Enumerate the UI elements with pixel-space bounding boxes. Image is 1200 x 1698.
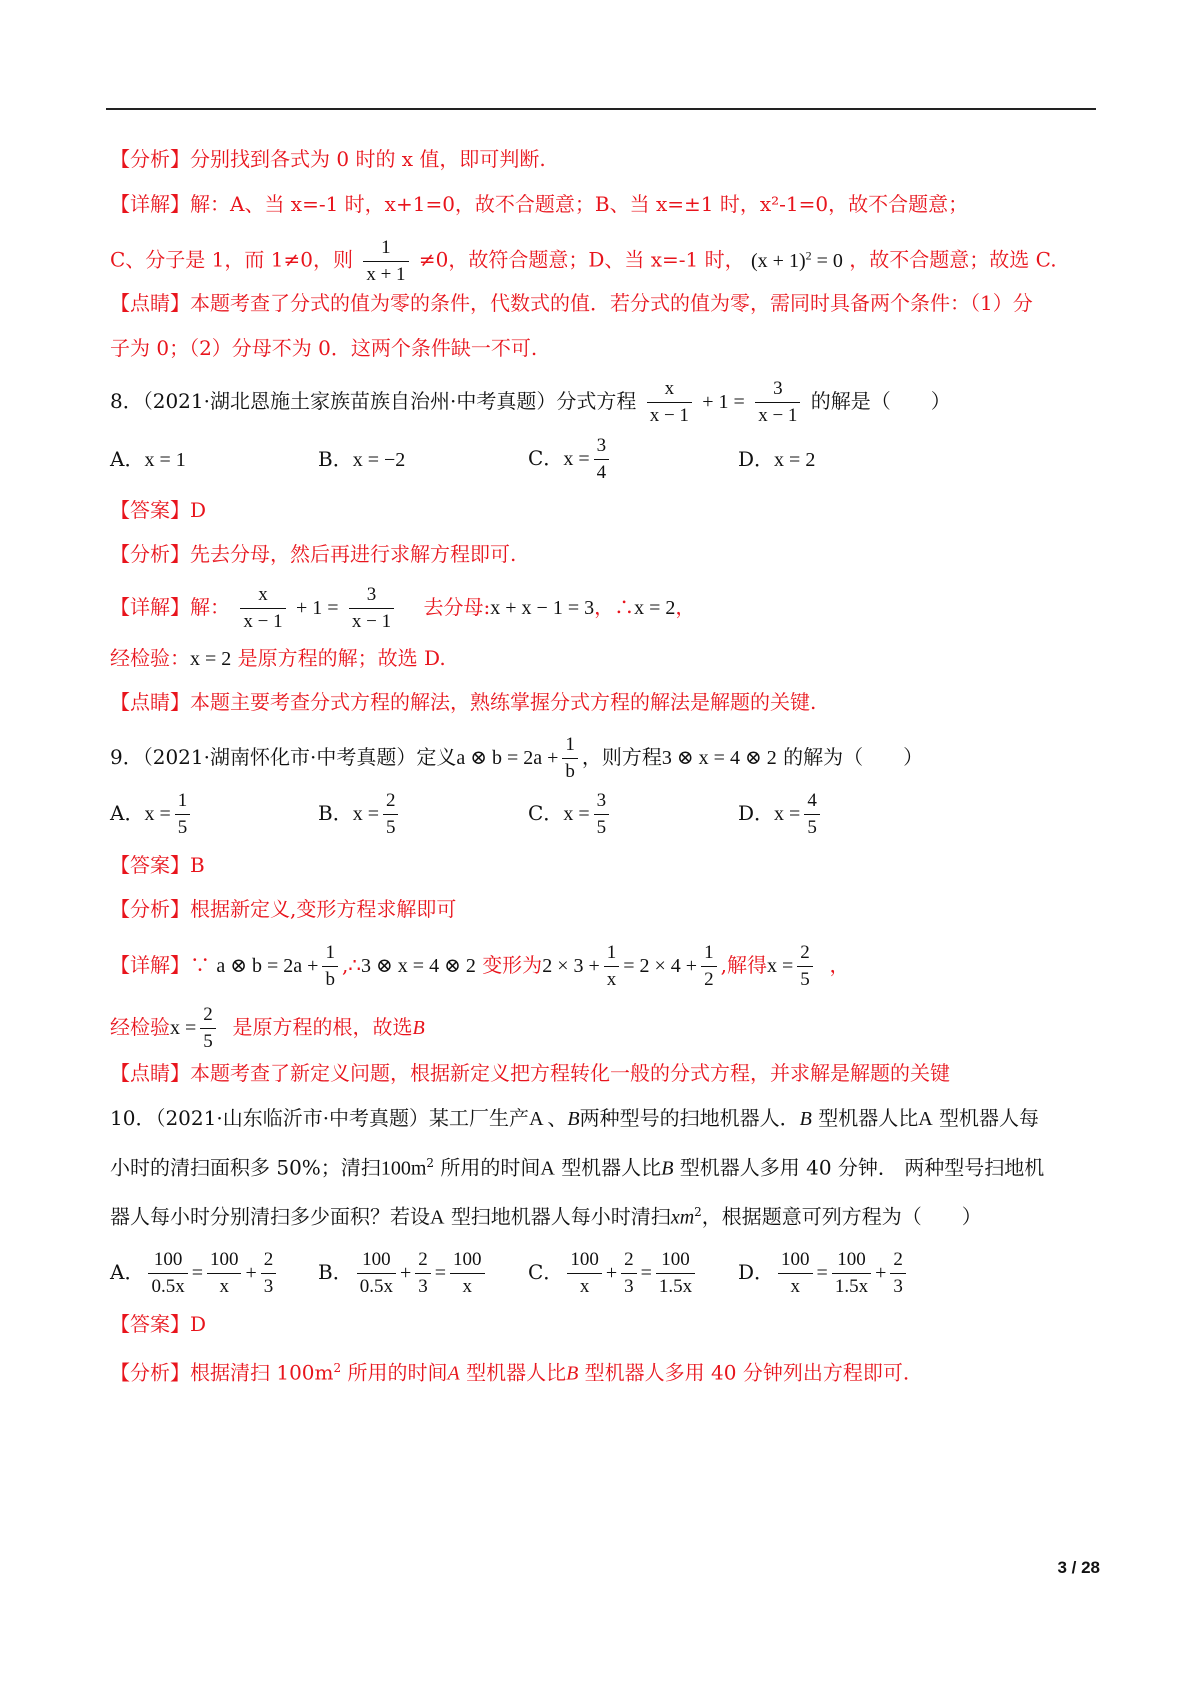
fraction-1-over-b: $\frac{1}{b}$ [562, 732, 578, 785]
q8-analysis: 【分析】先去分母，然后再进行求解方程即可. [110, 542, 517, 566]
fraction-2-over-5: $\frac{2}{5}$ [383, 788, 399, 841]
q10-answer: 【答案】D [110, 1312, 207, 1336]
fraction-2-over-5: $\frac{2}{5}$ [797, 940, 813, 993]
fraction-100-over-1.5x: $\frac{100}{1.5x}$ [656, 1247, 695, 1300]
fraction-100-over-1.5x: $\frac{100}{1.5x}$ [832, 1247, 871, 1300]
q9-check: 经检验x = $\frac{2}{5}$ 是原方程的根，故选B [110, 1000, 425, 1055]
q10-analysis: 【分析】根据清扫 $100m^2$ 所用的时间A 型机器人比B 型机器人多用 40 分钟列出方程即可. [110, 1360, 910, 1385]
q9-option-c: C．x = $\frac{3}{5}$ [528, 786, 613, 841]
fraction-4-over-5: $\frac{4}{5}$ [804, 788, 820, 841]
header-rule [106, 108, 1096, 110]
q7-solution-line2: C、分子是 1，而 1≠0，则 $\frac{1}{x + 1}$ ≠0，故符合题意；D、当 x=-1 时， $(x + 1)^2 = 0$ ，故不合题意；故选 C. [110, 229, 1057, 288]
fraction-1-over-x: $\frac{1}{x}$ [604, 940, 620, 993]
q8-option-a: A．x = 1 [110, 447, 186, 471]
fraction-1-over-x-plus-1: $\frac{1}{x + 1}$ [363, 235, 408, 288]
fraction-3-over-4: $\frac{3}{4}$ [594, 433, 610, 486]
fraction-x-over-x-minus-1: $\frac{x}{x - 1}$ [647, 376, 692, 429]
q8-stem: 8．（2021·湖北恩施土家族苗族自治州·中考真题）分式方程 $\frac{x}{x - 1}$ + 1 = $\frac{3}{x - 1}$ 的解是（ ） [110, 374, 951, 429]
q8-option-c: C．x = $\frac{3}{4}$ [528, 431, 613, 486]
q10-option-b: B． $\frac{100}{0.5x}$ + $\frac{2}{3}$ = $\frac{100}{x}$ [318, 1245, 489, 1300]
q9-analysis: 【分析】根据新定义,变形方程求解即可 [110, 897, 457, 921]
fraction-3-over-x-minus-1: $\frac{3}{x - 1}$ [755, 376, 800, 429]
fraction-1-over-b: $\frac{1}{b}$ [322, 940, 338, 993]
fraction-x-over-x-minus-1: $\frac{x}{x - 1}$ [240, 582, 285, 635]
fraction-3-over-5: $\frac{3}{5}$ [594, 788, 610, 841]
q8-comment: 【点睛】本题主要考查分式方程的解法，熟练掌握分式方程的解法是解题的关键. [110, 690, 817, 714]
q10-option-d: D． $\frac{100}{x}$ = $\frac{100}{1.5x}$ + $\frac{2}{3}$ [738, 1245, 910, 1300]
fraction-100-over-x: $\frac{100}{x}$ [207, 1247, 242, 1300]
fraction-2-over-3: $\frac{2}{3}$ [415, 1247, 431, 1300]
q9-option-a: A．x = $\frac{1}{5}$ [110, 786, 194, 841]
q9-answer: 【答案】B [110, 853, 205, 877]
fraction-100-over-x: $\frac{100}{x}$ [778, 1247, 813, 1300]
math-square-expr: $(x + 1)^2 = 0$ [751, 248, 843, 272]
fraction-100-over-0.5x: $\frac{100}{0.5x}$ [148, 1247, 187, 1300]
q9-stem: 9．（2021·湖南怀化市·中考真题）定义a ⊗ b = 2a + $\frac{1}{b}$ ，则方程3 ⊗ x = 4 ⊗ 2 的解为（ ） [110, 730, 923, 785]
q9-comment: 【点睛】本题考查了新定义问题，根据新定义把方程转化一般的分式方程，并求解是解题的关键 [110, 1061, 950, 1085]
q8-option-b: B．x = −2 [318, 447, 406, 471]
math-plus-one: + 1 = [702, 391, 745, 413]
q10-stem-line2: 小时的清扫面积多 50%；清扫$100m^2$ 所用的时间A 型机器人比B 型机器人多用 40 分钟． 两种型号扫地机 [110, 1155, 1045, 1180]
q9-option-b: B．x = $\frac{2}{5}$ [318, 786, 402, 841]
fraction-1-over-5: $\frac{1}{5}$ [175, 788, 191, 841]
q10-stem-line1: 10．（2021·山东临沂市·中考真题）某工厂生产A 、B两种型号的扫地机器人．B 型机器人比A 型机器人每 [110, 1106, 1040, 1130]
q8-answer: 【答案】D [110, 498, 207, 522]
q9-option-d: D．x = $\frac{4}{5}$ [738, 786, 824, 841]
q7-solution-line1: 【详解】解：A、当 x=-1 时，x+1=0，故不合题意；B、当 x=±1 时，x²-1=0，故不合题意； [110, 192, 969, 216]
q7-comment-line1: 【点睛】本题考查了分式的值为零的条件，代数式的值．若分式的值为零，需同时具备两个条件：（1）分 [110, 291, 1033, 315]
q10-option-a: A． $\frac{100}{0.5x}$ = $\frac{100}{x}$ + $\frac{2}{3}$ [110, 1245, 280, 1300]
fraction-100-over-x: $\frac{100}{x}$ [567, 1247, 602, 1300]
q7-comment-line2: 子为 0；（2）分母不为 0．这两个条件缺一不可. [110, 336, 538, 360]
fraction-2-over-3: $\frac{2}{3}$ [621, 1247, 637, 1300]
fraction-3-over-x-minus-1: $\frac{3}{x - 1}$ [349, 582, 394, 635]
fraction-2-over-5: $\frac{2}{5}$ [200, 1002, 216, 1055]
fraction-2-over-3: $\frac{2}{3}$ [890, 1247, 906, 1300]
fraction-1-over-2: $\frac{1}{2}$ [701, 940, 717, 993]
q10-option-c: C． $\frac{100}{x}$ + $\frac{2}{3}$ = $\frac{100}{1.5x}$ [528, 1245, 699, 1300]
q10-stem-line3: 器人每小时分别清扫多少面积？若设A 型扫地机器人每小时清扫$xm^2$，根据题意可列方程为（ ） [110, 1204, 982, 1229]
q8-option-d: D．x = 2 [738, 447, 816, 471]
fraction-100-over-0.5x: $\frac{100}{0.5x}$ [357, 1247, 396, 1300]
q7-analysis: 【分析】分别找到各式为 0 时的 x 值，即可判断. [110, 147, 546, 171]
fraction-100-over-x: $\frac{100}{x}$ [450, 1247, 485, 1300]
fraction-2-over-3: $\frac{2}{3}$ [261, 1247, 277, 1300]
q9-solution: 【详解】∵ a ⊗ b = 2a + $\frac{1}{b}$ ,∴3 ⊗ x = 4 ⊗ 2 变形为2 × 3 + $\frac{1}{x}$ = 2 × 4 + $\frac{1}{2}$ ,解得x = $\frac{2}{5}$ ， [110, 938, 849, 993]
q8-check: 经检验：x = 2 是原方程的解；故选 D. [110, 646, 446, 670]
page-number: 3 / 28 [1057, 1558, 1100, 1577]
q8-solution: 【详解】解： $\frac{x}{x - 1}$ + 1 = $\frac{3}{x - 1}$ 去分母:x + x − 1 = 3，∴x = 2， [110, 580, 695, 635]
